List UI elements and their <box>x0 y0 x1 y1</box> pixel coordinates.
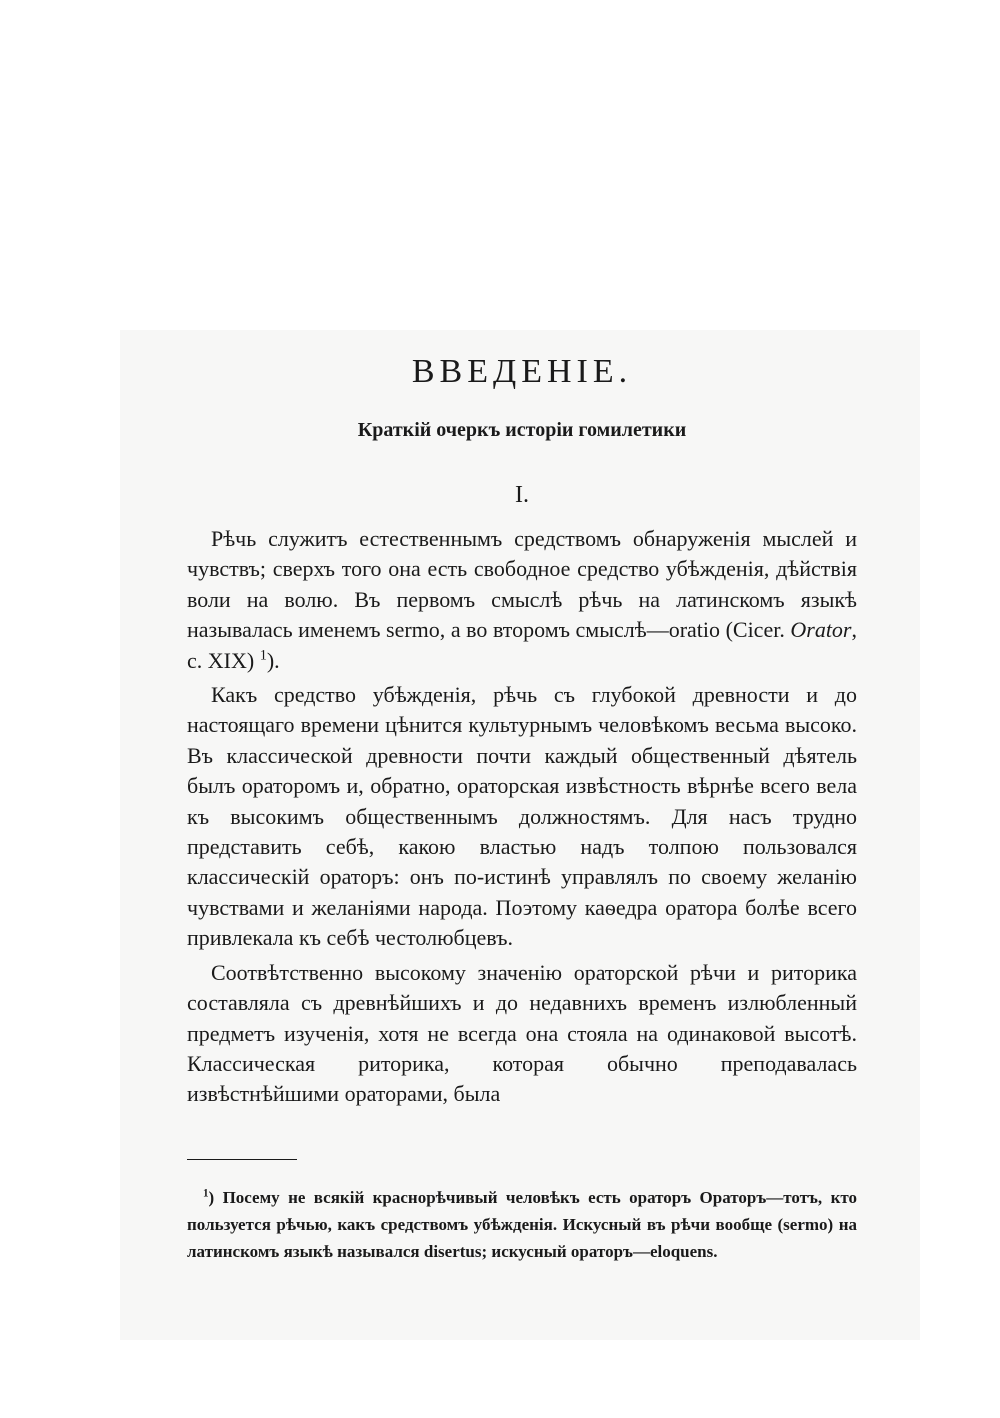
section-number: I. <box>515 482 529 508</box>
paragraph-1-end: ). <box>266 647 280 673</box>
paragraph-1 <box>187 524 857 676</box>
footnote <box>187 1184 857 1265</box>
chapter-title: ВВЕДЕНІЕ. <box>411 353 633 390</box>
footnote-reference[interactable]: 1 <box>259 647 267 664</box>
body-text <box>187 524 857 1114</box>
paragraph-1-tail: , c. XIX) <box>187 617 857 673</box>
footnote-text: ) Посему не всякій краснорѣчивый человѣкъ есть ораторъ Ораторъ—тотъ, кто пользуется рѣчью, какъ средствомъ убѣжденія. Искусный въ рѣчи вообще (sermo) на латинскомъ языкѣ назывался disertus; искусный ораторъ—eloquens. <box>187 1188 857 1261</box>
paragraph-1-lead: Рѣчь служитъ естественнымъ средствомъ обнаруженія мыслей и чувствъ; сверхъ того она есть свободное средство убѣжденія, дѣйствія воли на волю. Въ первомъ смыслѣ рѣчь на латинскомъ языкѣ называлась именемъ sermo, а во второмъ смыслѣ—oratio (Cicer. <box>187 526 857 643</box>
footnote-divider <box>187 1159 297 1160</box>
chapter-subtitle: Краткій очеркъ исторіи гомилетики <box>357 419 687 441</box>
paragraph-1-italic: Orator <box>790 617 852 643</box>
footnote-marker: 1 <box>203 1187 209 1200</box>
paragraph-2: Какъ средство убѣжденія, рѣчь съ глубокой древности и до настоящаго времени цѣнится культурнымъ человѣкомъ весьма высоко. Въ классической древности почти каждый общественный дѣятель былъ ораторомъ и, обратно, ораторская извѣстность вѣрнѣе всего вела къ высокимъ общественнымъ должностямъ. Для насъ трудно представить себѣ, какою властью надъ толпою пользовался классическій ораторъ: онъ по-истинѣ управлялъ по своему желанію чувствами и желаніями народа. Поэтому каѳедра оратора болѣе всего привлекала къ себѣ честолюбцевъ. <box>187 682 857 951</box>
paragraph-3: Соотвѣтственно высокому значенію ораторской рѣчи и риторика составляла съ древнѣйшихъ и до недавнихъ временъ излюбленный предметъ изученія, хотя не всегда она стояла на одинаковой высотѣ. Классическая риторика, которая обычно преподавалась извѣстнѣйшими ораторами, была <box>187 959 857 1107</box>
